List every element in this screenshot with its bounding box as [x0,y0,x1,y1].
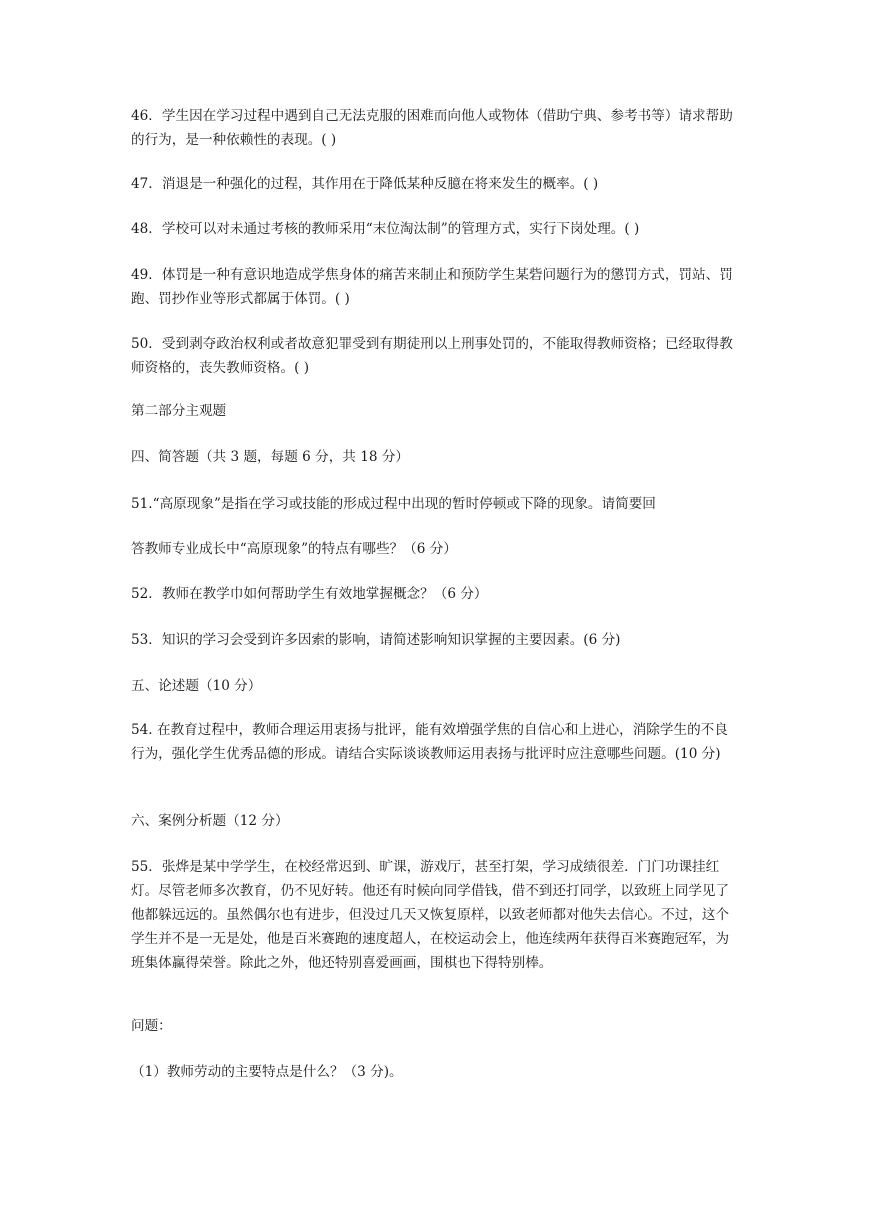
part-two-heading: 第二部分主观题 [131,403,227,419]
question-51-line2: 答教师专业成长中“高原现象”的特点有哪些？（6 分） [131,541,457,557]
question-54: 54. 在教育过程中，教师合理运用衷扬与批评，能有效増强学焦的自信心和上进心，消除学生的不良行为，强化学生优秀品德的形成。请结合实际谈谈教师运用表扬与批评时应注意哪些问题。(10 分) [131,722,728,762]
question-48: 48．学校可以对未通过考核的教师采用“末位淘汰制”的管理方式，实行下岗处理。( ) [131,221,640,237]
question-50: 50．受到剥夺政治权利或者故意犯罪受到有期徒刑以上刑事处罚的，不能取得教师资格；已经取得教师资格的，丧失教师资格。( ) [131,336,733,376]
question-55: 55．张烨是某中学学生，在校经常迟到、旷课，游戏厅，甚至打架，学习成绩很差．门门功课挂红灯。尽管老师多次教育，仍不见好转。他还有时候向同学借钱，借不到还打同学，以致班上同学见了他都躲远远的。虽然偶尔也有进步，但没过几天又恢复原样，以致老师都对他失去信心。不过，这个学生并不是一无是处，他是百米赛跑的速度超人，在校运动会上，他连续两年获得百米赛跑冠军，为班集体赢得荣誉。除此之外，他还特别喜爱画画，围棋也下得特别棒。 [131,859,730,971]
question-53: 53．知识的学习会受到许多因索的影响，请简述影响知识掌握的主要因素。(6 分) [131,632,621,648]
question-52: 52．教师在教学巾如何帮助学生有效地掌握概念？（6 分） [131,586,488,602]
question-47: 47．消退是一种强化的过程，其作用在于降低某种反臆在将来发生的概率。( ) [131,176,599,192]
question-49: 49．体罚是一种有意识地造成学焦身体的痛苦来制止和预防学生某砦问题行为的懲罚方式，罚站、罚跑、罚抄作业等形式都属于体罚。( ) [131,267,733,307]
sub-question-1: （1）教师劳动的主要特点是什么？（3 分)。 [131,1064,403,1080]
section-four-heading: 四、简答题（共 3 题，每题 6 分，共 18 分） [131,449,410,465]
question-51-line1: 51.“高原现象”是指在学习或技能的形成过程中出现的暂时停顿或下降的现象。请简要回 [131,496,656,512]
question-label: 问题： [131,1018,172,1034]
section-six-heading: 六、案例分析题（12 分） [131,813,289,829]
section-five-heading: 五、论述题（10 分） [131,678,262,694]
question-46: 46．学生因在学习过程中遇到自己无法克服的困难而向他人或物体（借助宁典、参考书等）请求帮助的行为，是一种依赖性的表现。( ) [131,108,733,148]
